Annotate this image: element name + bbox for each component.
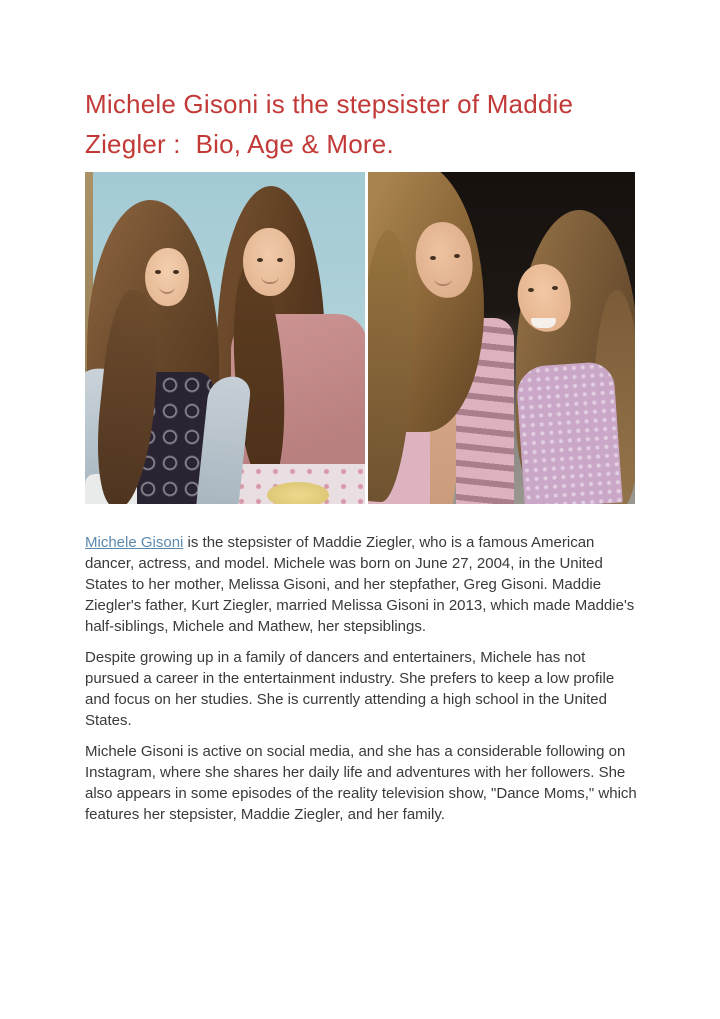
mackenzie-right-eye bbox=[552, 286, 558, 290]
maddie-right-eye bbox=[277, 258, 283, 262]
mackenzie-left-eye bbox=[528, 288, 534, 292]
photo-maddie-mackenzie bbox=[368, 172, 635, 504]
maddie-face bbox=[243, 228, 295, 296]
article-body bbox=[85, 532, 641, 835]
michele-gisoni-link[interactable]: Michele Gisoni bbox=[85, 534, 184, 551]
paragraph-1-text: is the stepsister of Maddie Ziegler, who is a famous American dancer, actress, and model. Michele was born on June 27, 2004, in the United States to her mother, Melissa Gisoni, and her stepfather, Greg Gisoni. Maddie Ziegler's father, Kurt Ziegler, married Melissa Gisoni in 2013, which made Maddie's half-siblings, Michele and Mathew, her stepsiblings. bbox=[85, 534, 635, 635]
michele-left-eye bbox=[155, 270, 161, 274]
maddie2-right-eye bbox=[454, 254, 460, 258]
maddie-left-eye bbox=[257, 258, 263, 262]
mackenzie-lace-top bbox=[515, 361, 623, 504]
maddie2-left-eye bbox=[430, 256, 436, 260]
paragraph-3: Michele Gisoni is active on social media, and she has a considerable following on Instagram, where she shares her daily life and adventures with her followers. She also appears in some episodes of the reality television show, "Dance Moms," which features her stepsister, Maddie Ziegler, and her family. bbox=[85, 743, 637, 823]
yellow-object bbox=[267, 482, 329, 504]
photo-michele-maddie bbox=[85, 172, 365, 504]
paragraph-1 bbox=[85, 532, 641, 637]
michele-right-eye bbox=[173, 270, 179, 274]
mackenzie-smile bbox=[531, 318, 556, 328]
article-heading: Michele Gisoni is the stepsister of Maddie Ziegler : Bio, Age & More. bbox=[85, 89, 581, 159]
photo-collage bbox=[85, 172, 635, 504]
paragraph-2: Despite growing up in a family of dancers and entertainers, Michele has not pursued a career in the entertainment industry. She prefers to keep a low profile and focus on her studies. She is currently attending a high school in the United States. bbox=[85, 649, 615, 729]
